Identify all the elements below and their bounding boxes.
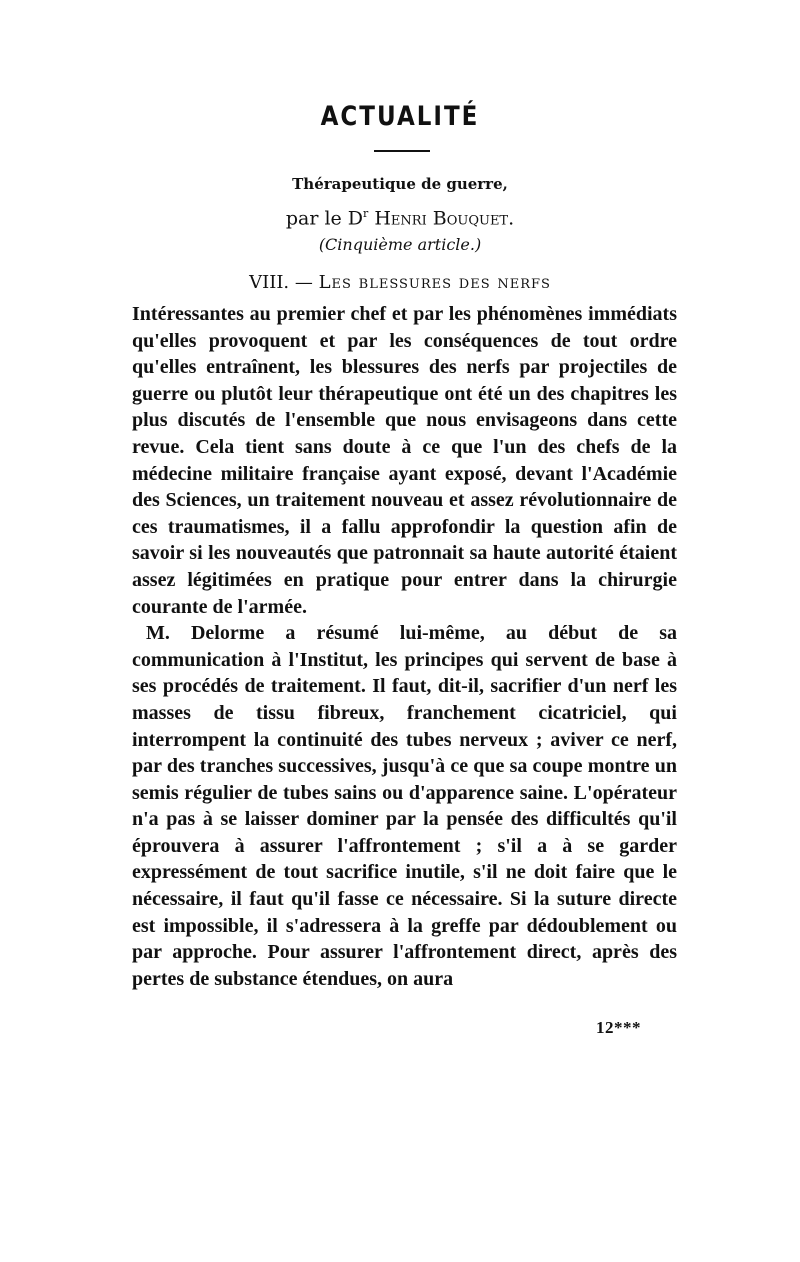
chapter-number: VIII. — [249,272,319,293]
byline-prefix: par le D [285,207,364,230]
title-rule [374,150,430,152]
byline [0,207,800,229]
body-text [132,301,677,992]
signature-mark: 12*** [596,1018,641,1037]
installment-note: (Cinquième article.) [318,235,482,254]
chapter-title: Les blessures des nerfs [318,272,551,293]
byline-title-sup: r [363,207,369,220]
paragraph-2: M. Delorme a résumé lui-même, au début de sa communication à l'Institut, les principes qui servent de base à ses procédés de traitement. Il faut, dit-il, sacrifier d'un nerf les masses de tissu fibreux, franchement cicatriciel, qui interrompent la continuité des tubes nerveux ; aviver ce nerf, par des tranches successives, jusqu'à ce que sa coupe montre un semis régulier de tubes sains ou d'apparence saine. L'opérateur n'a pas à se laisser dominer par la pensée des difficultés qu'il éprouvera à assurer l'affrontement ; s'il a à se garder expressément de tout sacrifice inutile, s'il ne doit faire que le nécessaire, il faut qu'il fasse ce nécessaire. Si la suture directe est impossible, il s'adressera à la greffe par dédoublement ou par approche. Pour assurer l'affrontement direct, après des pertes de substance étendues, on aura [132,622,677,990]
section-title: ACTUALITÉ [320,102,480,132]
byline-author: Henri Bouquet. [374,207,515,230]
paragraph-1: Intéressantes au premier chef et par les phénomènes immédiats qu'elles provoquent et par les conséquences de tout ordre qu'elles entraînent, les blessures des nerfs par projectiles de guerre ou plutôt leur thérapeutique ont été un des chapitres les plus discutés de l'ensemble que nous envisageons dans cette revue. Cela tient sans doute à ce que l'un des chefs de la médecine militaire française ayant exposé, devant l'Académie des Sciences, un traitement nouveau et assez révolutionnaire de ces traumatismes, il a fallu approfondir la question afin de savoir si les nouveautés que patronnait sa haute autorité étaient assez légitimées en pratique pour entrer dans la chirurgie courante de l'armée. [132,303,677,618]
chapter-heading [0,272,800,293]
series-title: Thérapeutique de guerre, [292,175,508,193]
